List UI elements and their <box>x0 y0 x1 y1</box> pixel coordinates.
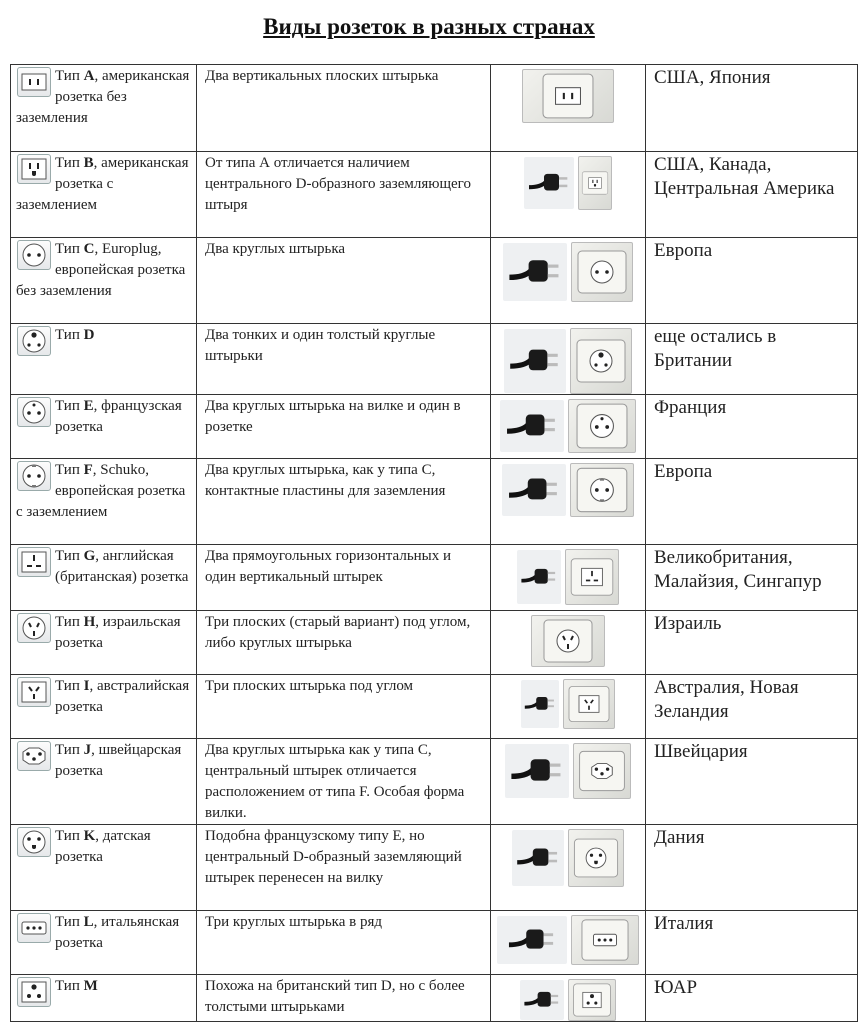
type-letter: G <box>83 548 96 564</box>
type-name: , Schuko, европейская розетка с заземлением <box>16 462 186 520</box>
outlet-photo <box>570 463 634 517</box>
type-name: , американская розетка без заземления <box>16 68 190 126</box>
image-cell <box>491 459 646 545</box>
description-text: Подобна французскому типу Е, но центральный D-образный заземляющий штырек перенесен на вилку <box>205 828 462 886</box>
description-cell <box>197 611 491 675</box>
table-row <box>11 611 858 675</box>
type-i-socket-icon <box>17 677 51 707</box>
type-prefix: Тип <box>55 462 84 478</box>
type-l-socket-icon <box>17 913 51 943</box>
countries-cell <box>646 545 858 611</box>
plug-photo <box>524 157 574 209</box>
type-name: , французская розетка <box>55 398 182 435</box>
type-e-socket-icon <box>17 397 51 427</box>
image-cell <box>491 545 646 611</box>
type-cell <box>11 675 197 739</box>
type-prefix: Тип <box>55 678 84 694</box>
countries-text: Европа <box>654 461 713 482</box>
table-row <box>11 911 858 975</box>
countries-cell <box>646 459 858 545</box>
type-letter: A <box>83 68 95 84</box>
countries-cell <box>646 675 858 739</box>
outlet-photo <box>565 549 619 605</box>
countries-cell <box>646 324 858 395</box>
countries-text: еще остались в Британии <box>654 326 777 371</box>
image-cell <box>491 152 646 238</box>
plug-photo <box>497 916 567 964</box>
type-name: , американская розетка с заземлением <box>16 155 189 213</box>
description-text: Два круглых штырька, как у типа С, контактные пластины для заземления <box>205 462 446 499</box>
description-text: Два вертикальных плоских штырька <box>205 68 439 84</box>
type-cell <box>11 825 197 911</box>
type-cell <box>11 324 197 395</box>
table-row <box>11 545 858 611</box>
countries-cell <box>646 975 858 1022</box>
countries-cell <box>646 825 858 911</box>
type-g-socket-icon <box>17 547 51 577</box>
type-cell <box>11 459 197 545</box>
type-j-socket-icon <box>17 741 51 771</box>
description-cell <box>197 238 491 324</box>
description-cell <box>197 324 491 395</box>
type-letter: C <box>83 241 95 257</box>
countries-cell <box>646 395 858 459</box>
table-row <box>11 324 858 395</box>
type-cell <box>11 65 197 152</box>
image-cell <box>491 395 646 459</box>
description-cell <box>197 739 491 825</box>
type-prefix: Тип <box>55 68 84 84</box>
image-cell <box>491 911 646 975</box>
type-letter: J <box>83 742 92 758</box>
description-cell <box>197 545 491 611</box>
table-row <box>11 975 858 1022</box>
description-text: Два круглых штырька <box>205 241 346 257</box>
description-cell <box>197 395 491 459</box>
type-name: , австралийская розетка <box>55 678 190 715</box>
type-prefix: Тип <box>55 155 84 171</box>
countries-cell <box>646 152 858 238</box>
countries-text: Израиль <box>654 613 722 634</box>
type-letter: D <box>83 327 95 343</box>
countries-text: Швейцария <box>654 741 748 762</box>
outlet-photo <box>568 399 636 453</box>
plug-photo <box>521 680 559 728</box>
countries-text: США, Канада, Центральная Америка <box>654 154 835 199</box>
description-text: Похожа на британский тип D, но с более толстыми штырьками <box>205 978 465 1015</box>
type-letter: I <box>83 678 90 694</box>
table-row <box>11 152 858 238</box>
outlet-photo <box>568 979 616 1021</box>
type-k-socket-icon <box>17 827 51 857</box>
table-row <box>11 65 858 152</box>
countries-text: Дания <box>654 827 705 848</box>
type-prefix: Тип <box>55 614 84 630</box>
countries-cell <box>646 911 858 975</box>
image-cell <box>491 825 646 911</box>
plug-photo <box>512 830 564 886</box>
description-text: Три круглых штырька в ряд <box>205 914 383 930</box>
outlet-photo <box>563 679 615 729</box>
plug-photo <box>502 464 566 516</box>
description-text: Три плоских (старый вариант) под углом, либо круглых штырька <box>205 614 471 651</box>
outlet-photo <box>568 829 624 887</box>
type-f-socket-icon <box>17 461 51 491</box>
table-row <box>11 395 858 459</box>
type-b-socket-icon <box>17 154 51 184</box>
type-cell <box>11 395 197 459</box>
table-row <box>11 238 858 324</box>
type-h-socket-icon <box>17 613 51 643</box>
image-cell <box>491 739 646 825</box>
socket-types-table <box>10 64 858 1022</box>
description-text: От типа А отличается наличием центрального D-образного заземляющего штыря <box>205 155 471 213</box>
type-prefix: Тип <box>55 398 84 414</box>
description-cell <box>197 825 491 911</box>
type-c-socket-icon <box>17 240 51 270</box>
countries-text: ЮАР <box>654 977 698 998</box>
image-cell <box>491 675 646 739</box>
description-cell <box>197 975 491 1022</box>
image-cell <box>491 975 646 1022</box>
type-prefix: Тип <box>55 241 84 257</box>
countries-cell <box>646 739 858 825</box>
type-prefix: Тип <box>55 978 84 994</box>
type-prefix: Тип <box>55 327 84 343</box>
table-row <box>11 459 858 545</box>
outlet-photo <box>531 615 605 667</box>
type-letter: K <box>83 828 96 844</box>
type-cell <box>11 975 197 1022</box>
type-name: , итальянская розетка <box>55 914 180 951</box>
image-cell <box>491 238 646 324</box>
type-name: , швейцарская розетка <box>55 742 182 779</box>
plug-photo <box>503 243 567 301</box>
type-cell <box>11 545 197 611</box>
countries-cell <box>646 238 858 324</box>
description-cell <box>197 911 491 975</box>
image-cell <box>491 65 646 152</box>
outlet-photo <box>578 156 612 210</box>
type-prefix: Тип <box>55 828 84 844</box>
type-name: , датская розетка <box>55 828 151 865</box>
type-letter: L <box>83 914 94 930</box>
plug-photo <box>505 744 569 798</box>
type-prefix: Тип <box>55 548 84 564</box>
outlet-photo <box>522 69 614 123</box>
description-cell <box>197 152 491 238</box>
type-letter: H <box>83 614 96 630</box>
description-text: Три плоских штырька под углом <box>205 678 414 694</box>
outlet-photo <box>570 328 632 394</box>
type-name: , английская (британская) розетка <box>55 548 189 585</box>
type-letter: E <box>83 398 94 414</box>
type-cell <box>11 911 197 975</box>
type-name: , Europlug, европейская розетка без заземления <box>16 241 186 299</box>
countries-text: Европа <box>654 240 713 261</box>
type-cell <box>11 152 197 238</box>
type-prefix: Тип <box>55 914 84 930</box>
type-letter: M <box>83 978 98 994</box>
type-a-socket-icon <box>17 67 51 97</box>
countries-text: Франция <box>654 397 727 418</box>
countries-text: США, Япония <box>654 67 771 88</box>
type-prefix: Тип <box>55 742 84 758</box>
image-cell <box>491 324 646 395</box>
countries-text: Великобритания, Малайзия, Сингапур <box>654 547 822 592</box>
description-text: Два прямоугольных горизонтальных и один вертикальный штырек <box>205 548 452 585</box>
type-m-socket-icon <box>17 977 51 1007</box>
type-letter: F <box>83 462 93 478</box>
description-cell <box>197 675 491 739</box>
plug-photo <box>504 329 566 393</box>
plug-photo <box>517 550 561 604</box>
type-d-socket-icon <box>17 326 51 356</box>
outlet-photo <box>573 743 631 799</box>
countries-cell <box>646 611 858 675</box>
type-cell <box>11 238 197 324</box>
countries-cell <box>646 65 858 152</box>
type-name: , израильская розетка <box>55 614 181 651</box>
description-cell <box>197 459 491 545</box>
image-cell <box>491 611 646 675</box>
description-text: Два круглых штырька как у типа С, центральный штырек отличается расположением от типа F. Особая форма вилки. <box>205 742 465 821</box>
plug-photo <box>520 980 564 1020</box>
table-row <box>11 675 858 739</box>
table-row <box>11 825 858 911</box>
plug-photo <box>500 400 564 452</box>
countries-text: Италия <box>654 913 714 934</box>
page-title: Виды розеток в разных странах <box>263 14 595 39</box>
description-cell <box>197 65 491 152</box>
type-cell <box>11 739 197 825</box>
type-letter: B <box>83 155 94 171</box>
description-text: Два тонких и один толстый круглые штырьки <box>205 327 436 364</box>
table-row <box>11 739 858 825</box>
outlet-photo <box>571 915 639 965</box>
outlet-photo <box>571 242 633 302</box>
countries-text: Австралия, Новая Зеландия <box>654 677 799 722</box>
description-text: Два круглых штырька на вилке и один в розетке <box>205 398 461 435</box>
type-cell <box>11 611 197 675</box>
